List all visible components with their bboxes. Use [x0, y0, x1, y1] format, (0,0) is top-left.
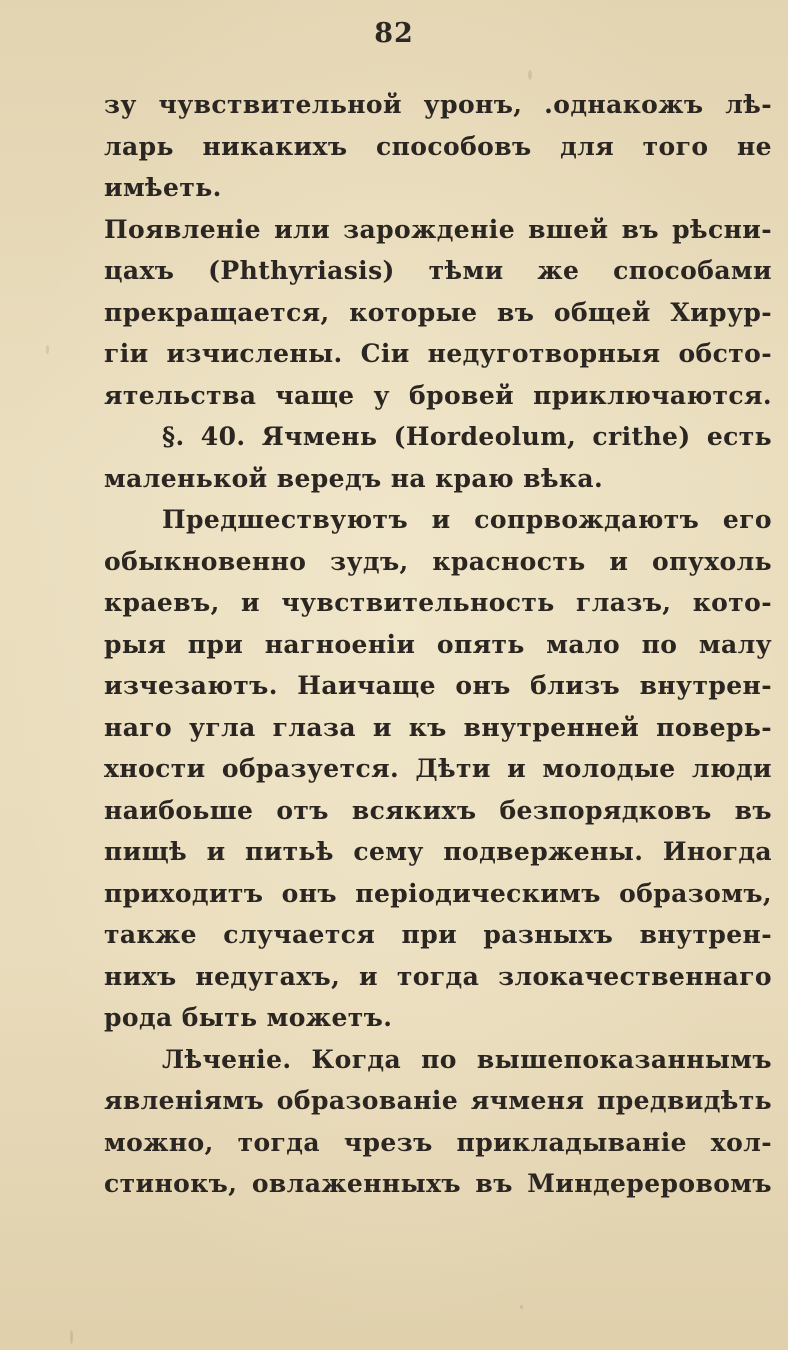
text-line: рода быть можетъ. — [104, 1003, 393, 1032]
text-line: прекращается, которые въ общей Хирур- — [104, 297, 772, 327]
text-line: рыя при нагноеніи опять мало по малу — [104, 629, 772, 659]
text-line: Лѣченіе. Когда по вышепоказаннымъ — [162, 1044, 772, 1074]
text-line: зу чувствительной уронъ, .однакожъ лѣ- — [104, 90, 772, 119]
text-line: можно, тогда чрезъ прикладываніе хол- — [104, 1127, 772, 1157]
text-line: имѣеть. — [104, 173, 222, 202]
text-line: явленіямъ образованіе ячменя предвидѣть — [104, 1086, 772, 1115]
text-line: обыкновенно зудъ, красность и опухоль — [104, 546, 772, 576]
text-line: хности образуется. Дѣти и молодые люди — [104, 754, 772, 783]
paper-speck — [520, 1305, 523, 1309]
text-line: нихъ недугахъ, и тогда злокачественнаго — [104, 961, 772, 991]
text-line: приходитъ онъ періодическимъ образомъ, — [104, 878, 772, 908]
paper-speck — [528, 70, 532, 80]
text-line: также случается при разныхъ внутрен- — [104, 920, 772, 949]
text-line: изчезаютъ. Наичаще онъ близъ внутрен- — [104, 671, 772, 700]
text-line: краевъ, и чувствительность глазъ, кото- — [104, 588, 772, 617]
text-line: ларь никакихъ способовъ для того не — [104, 131, 772, 161]
body-text — [104, 84, 772, 1205]
text-line: маленькой вередъ на краю вѣка. — [104, 463, 604, 493]
page-number: 82 — [374, 18, 414, 49]
text-line: пищѣ и питьѣ сему подвержены. Иногда — [104, 837, 772, 866]
text-line: §. 40. Ячмень (Hordeolum, crithe) есть — [162, 422, 772, 451]
text-line: Появленіе или зарожденіе вшей въ рѣсни- — [104, 214, 772, 244]
text-line: цахъ (Phthyriasis) тѣми же способами — [104, 256, 772, 285]
paper-speck — [46, 345, 49, 354]
text-line: наго угла глаза и къ внутренней поверь- — [104, 712, 772, 742]
text-line: гіи изчислены. Сіи недуготворныя обсто- — [104, 339, 772, 368]
text-line: стинокъ, овлаженныхъ въ Миндереровомъ — [104, 1169, 772, 1198]
text-line: Предшествуютъ и сопрвождаютъ его — [162, 505, 772, 534]
paper-speck — [70, 1330, 73, 1344]
text-line: ятельства чаще у бровей приключаются. — [104, 380, 772, 410]
text-line: наибоьше отъ всякихъ безпорядковъ въ — [104, 795, 772, 825]
